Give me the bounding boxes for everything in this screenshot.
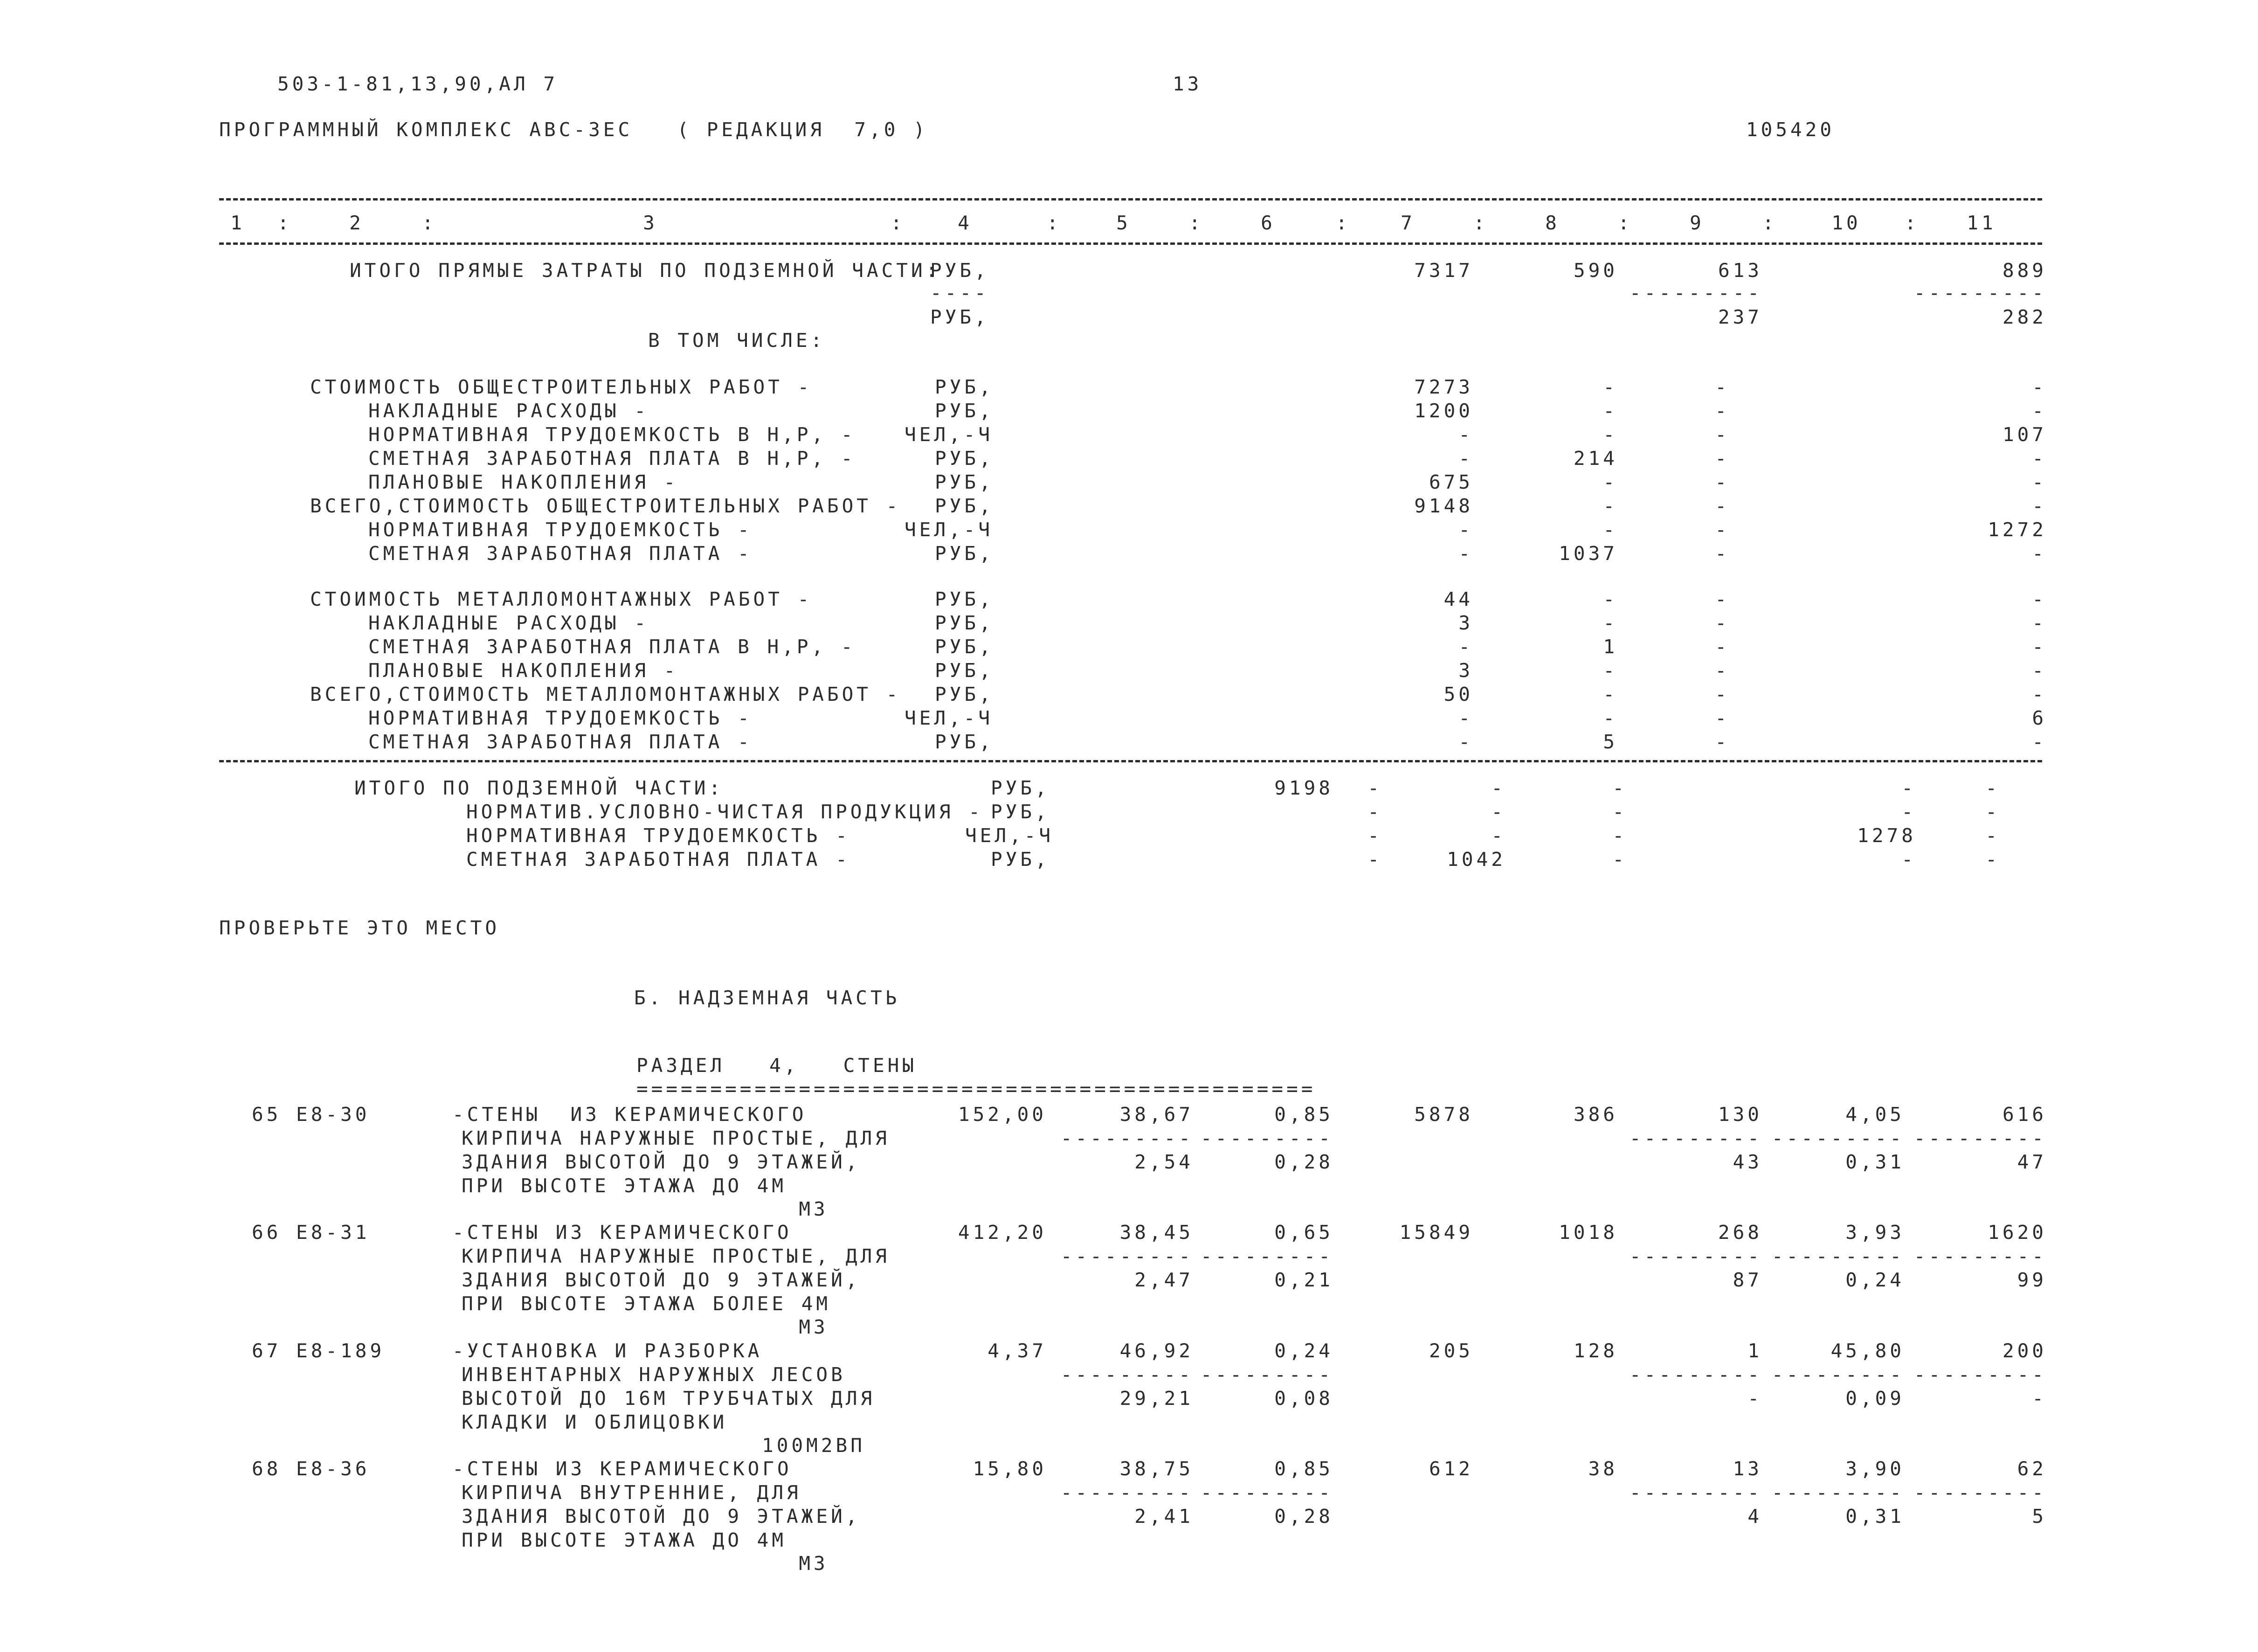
item-c9b: - (1747, 1387, 1762, 1410)
metal_rows-c11: - (2032, 588, 2047, 610)
item-c5b: 29,21 (1119, 1387, 1194, 1410)
column-header-7: 7 (1401, 212, 1416, 234)
item-rule: --------- (1629, 1127, 1762, 1149)
document-code: 503-1-81,13,90,АЛ 7 (277, 73, 558, 95)
metal_rows-c7: 44 (1443, 588, 1473, 610)
item-description: -СТЕНЫ ИЗ КЕРАМИЧЕСКОГО (452, 1103, 807, 1126)
general_rows-c7: 7273 (1414, 376, 1473, 398)
metal_rows-unit: РУБ, (935, 659, 994, 682)
item-c6: 0,24 (1274, 1340, 1333, 1362)
column-header-10: 10 (1831, 212, 1861, 234)
item-rule: --------- (1629, 1363, 1762, 1386)
metal_rows-label: СТОИМОСТЬ МЕТАЛЛОМОНТАЖНЫХ РАБОТ - (310, 588, 813, 610)
item-c6: 0,65 (1274, 1221, 1333, 1244)
item-rule: --------- (1771, 1363, 1905, 1386)
general_rows-c11: 1272 (1988, 518, 2047, 541)
itogo-under-row-value: - (1491, 824, 1506, 847)
itogo-under-row-value: 9198 (1274, 777, 1333, 799)
general_rows-unit: ЧЕЛ,-Ч (905, 423, 994, 446)
item-description: ПРИ ВЫСОТЕ ЭТАЖА БОЛЕЕ 4М (462, 1293, 831, 1315)
general_rows-c9: - (1715, 471, 1730, 493)
general_rows-c11: - (2032, 376, 2047, 398)
itogo-under-row-value: 1278 (1857, 824, 1916, 847)
column-header-9: 9 (1690, 212, 1705, 234)
general_rows-c9: - (1715, 518, 1730, 541)
metal_rows-unit: РУБ, (935, 588, 994, 610)
item-c10: 4,05 (1845, 1103, 1905, 1126)
razdel-rule: ============================================== (636, 1078, 1316, 1100)
metal_rows-c11: - (2032, 612, 2047, 634)
metal_rows-c8: - (1603, 707, 1618, 729)
itogo-under-row-label: НОРМАТИВНАЯ ТРУДОЕМКОСТЬ - (466, 824, 850, 847)
item-rule: --------- (1913, 1127, 2047, 1149)
item-rule: --------- (1200, 1127, 1333, 1149)
item-c9b: 43 (1733, 1151, 1762, 1173)
metal_rows-c9: - (1715, 588, 1730, 610)
itogo-direct-c11b: 282 (2002, 306, 2047, 328)
item-rule: --------- (1200, 1363, 1333, 1386)
itogo-under-row-value: - (1491, 801, 1506, 823)
section-title: Б. НАДЗЕМНАЯ ЧАСТЬ (634, 987, 900, 1009)
program-title: ПРОГРАММНЫЙ КОМПЛЕКС АВС-ЗЕС ( РЕДАКЦИЯ 7,0 ) (219, 118, 928, 141)
item-description: КИРПИЧА НАРУЖНЫЕ ПРОСТЫЕ, ДЛЯ (462, 1245, 890, 1267)
item-c10: 45,80 (1830, 1340, 1905, 1362)
general_rows-unit: РУБ, (935, 495, 994, 517)
item-description: ПРИ ВЫСОТЕ ЭТАЖА ДО 4М (462, 1529, 787, 1551)
itogo-under-row-unit: ЧЕЛ,-Ч (965, 824, 1054, 847)
general_rows-c9: - (1715, 376, 1730, 398)
item-qty: 15,80 (973, 1458, 1047, 1480)
column-header-4: 4 (958, 212, 973, 234)
metal_rows-c9: - (1715, 612, 1730, 634)
item-c5: 46,92 (1119, 1340, 1194, 1362)
item-rule: --------- (1913, 1245, 2047, 1267)
general_rows-label: ПЛАНОВЫЕ НАКОПЛЕНИЯ - (368, 471, 679, 493)
column-divider: : (422, 212, 437, 234)
itogo-direct-c8: 590 (1573, 259, 1618, 282)
item-number: 68 Е8-36 (252, 1458, 370, 1480)
item-c9b: 87 (1733, 1269, 1762, 1291)
metal_rows-unit: РУБ, (935, 636, 994, 658)
metal_rows-c9: - (1715, 636, 1730, 658)
metal_rows-unit: РУБ, (935, 612, 994, 634)
metal_rows-c7: - (1458, 707, 1473, 729)
item-c10: 3,90 (1845, 1458, 1905, 1480)
item-rule: --------- (1771, 1245, 1905, 1267)
itogo-direct-rule9: --------- (1629, 282, 1762, 304)
itogo-under-label: ИТОГО ПО ПОДЗЕМНОЙ ЧАСТИ: (354, 777, 724, 799)
item-rule: --------- (1060, 1245, 1194, 1267)
item-description: ЗДАНИЯ ВЫСОТОЙ ДО 9 ЭТАЖЕЙ, (462, 1151, 861, 1173)
general_rows-label: СТОИМОСТЬ ОБЩЕСТРОИТЕЛЬНЫХ РАБОТ - (310, 376, 813, 398)
general_rows-unit: РУБ, (935, 542, 994, 565)
item-rule: --------- (1060, 1127, 1194, 1149)
general_rows-label: НОРМАТИВНАЯ ТРУДОЕМКОСТЬ - (368, 518, 753, 541)
item-c9: 1 (1747, 1340, 1762, 1362)
item-qty: 152,00 (958, 1103, 1047, 1126)
metal_rows-c7: - (1458, 636, 1473, 658)
itogo-direct-dash: ---- (930, 282, 989, 304)
metal_rows-c9: - (1715, 707, 1730, 729)
item-c10b: 0,31 (1845, 1151, 1905, 1173)
itogo-under-row-unit: РУБ, (991, 801, 1050, 823)
column-divider: : (277, 212, 292, 234)
itogo-under-row-value: - (1612, 848, 1627, 871)
metal_rows-label: СМЕТНАЯ ЗАРАБОТНАЯ ПЛАТА В Н,Р, - (368, 636, 856, 658)
general_rows-c7: - (1458, 423, 1473, 446)
item-c9: 268 (1718, 1221, 1762, 1244)
itogo-direct-unit2: РУБ, (930, 306, 989, 328)
item-c11: 1620 (1988, 1221, 2047, 1244)
general_rows-unit: РУБ, (935, 447, 994, 470)
item-c9: 13 (1733, 1458, 1762, 1480)
metal_rows-c7: - (1458, 731, 1473, 753)
itogo-under-row-value: - (1901, 777, 1916, 799)
item-c7: 612 (1429, 1458, 1473, 1480)
general_rows-c9: - (1715, 447, 1730, 470)
item-c11b: 99 (2017, 1269, 2047, 1291)
item-unit: М3 (799, 1316, 829, 1338)
general_rows-c7: - (1458, 447, 1473, 470)
item-c8: 1018 (1559, 1221, 1618, 1244)
metal_rows-c8: - (1603, 659, 1618, 682)
itogo-under-row-unit: РУБ, (991, 848, 1050, 871)
itogo-under-row-value: - (1901, 848, 1916, 871)
general_rows-c7: 9148 (1414, 495, 1473, 517)
item-rule: --------- (1060, 1481, 1194, 1504)
item-c11b: 47 (2017, 1151, 2047, 1173)
itogo-direct-c9b: 237 (1718, 306, 1762, 328)
column-divider: : (1618, 212, 1633, 234)
metal_rows-c8: - (1603, 588, 1618, 610)
item-c7: 15849 (1399, 1221, 1473, 1244)
metal_rows-c9: - (1715, 683, 1730, 705)
itogo-direct-c7: 7317 (1414, 259, 1473, 282)
column-divider: : (1762, 212, 1777, 234)
general_rows-c9: - (1715, 400, 1730, 422)
item-c6b: 0,21 (1274, 1269, 1333, 1291)
metal_rows-label: НАКЛАДНЫЕ РАСХОДЫ - (368, 612, 649, 634)
warning-text: ПРОВЕРЬТЕ ЭТО МЕСТО (219, 917, 500, 939)
itogo-direct-rule11: --------- (1913, 282, 2047, 304)
item-c11: 200 (2002, 1340, 2047, 1362)
general_rows-c7: - (1458, 542, 1473, 565)
item-rule: --------- (1200, 1481, 1333, 1504)
item-c9: 130 (1718, 1103, 1762, 1126)
column-header-6: 6 (1261, 212, 1276, 234)
item-description: КЛАДКИ И ОБЛИЦОВКИ (462, 1411, 728, 1433)
item-c6: 0,85 (1274, 1103, 1333, 1126)
item-rule: --------- (1200, 1245, 1333, 1267)
metal_rows-label: ПЛАНОВЫЕ НАКОПЛЕНИЯ - (368, 659, 679, 682)
itogo-under-row-value: - (1367, 848, 1382, 871)
general_rows-c8: - (1603, 518, 1618, 541)
item-description: -СТЕНЫ ИЗ КЕРАМИЧЕСКОГО (452, 1221, 792, 1244)
general_rows-c9: - (1715, 423, 1730, 446)
item-number: 65 Е8-30 (252, 1103, 370, 1126)
metal_rows-c9: - (1715, 731, 1730, 753)
metal_rows-c11: 6 (2032, 707, 2047, 729)
item-rule: --------- (1913, 1481, 2047, 1504)
item-description: КИРПИЧА НАРУЖНЫЕ ПРОСТЫЕ, ДЛЯ (462, 1127, 890, 1149)
page-number: 13 (1173, 73, 1202, 95)
general_rows-c7: 1200 (1414, 400, 1473, 422)
metal_rows-c11: - (2032, 731, 2047, 753)
item-c8: 38 (1588, 1458, 1618, 1480)
metal_rows-c7: 50 (1443, 683, 1473, 705)
general_rows-unit: РУБ, (935, 400, 994, 422)
column-divider: : (1473, 212, 1488, 234)
item-c10b: 0,31 (1845, 1505, 1905, 1528)
item-unit: 100М2ВП (762, 1434, 865, 1457)
general_rows-c7: - (1458, 518, 1473, 541)
itogo-under-rule (219, 760, 2042, 762)
metal_rows-c8: 1 (1603, 636, 1618, 658)
metal_rows-unit: РУБ, (935, 683, 994, 705)
general_rows-unit: РУБ, (935, 471, 994, 493)
general_rows-label: СМЕТНАЯ ЗАРАБОТНАЯ ПЛАТА - (368, 542, 753, 565)
column-header-8: 8 (1545, 212, 1560, 234)
metal_rows-c8: - (1603, 612, 1618, 634)
item-number: 66 Е8-31 (252, 1221, 370, 1244)
column-divider: : (1189, 212, 1204, 234)
item-c8: 128 (1573, 1340, 1618, 1362)
itogo-under-row-value: - (1612, 801, 1627, 823)
general_rows-c11: - (2032, 542, 2047, 565)
general_rows-label: ВСЕГО,СТОИМОСТЬ ОБЩЕСТРОИТЕЛЬНЫХ РАБОТ - (310, 495, 901, 517)
general_rows-label: НАКЛАДНЫЕ РАСХОДЫ - (368, 400, 649, 422)
itogo-under-row-value: - (1612, 777, 1627, 799)
general_rows-c8: - (1603, 471, 1618, 493)
metal_rows-c8: 5 (1603, 731, 1618, 753)
item-c7: 205 (1429, 1340, 1473, 1362)
general_rows-c8: 1037 (1559, 542, 1618, 565)
general_rows-c11: - (2032, 495, 2047, 517)
item-c6: 0,85 (1274, 1458, 1333, 1480)
itogo-under-row-value: - (1367, 801, 1382, 823)
item-rule: --------- (1771, 1127, 1905, 1149)
razdel-title: РАЗДЕЛ 4, СТЕНЫ (636, 1054, 917, 1077)
item-qty: 412,20 (958, 1221, 1047, 1244)
metal_rows-c11: - (2032, 636, 2047, 658)
item-description: ВЫСОТОЙ ДО 16М ТРУБЧАТЫХ ДЛЯ (462, 1387, 876, 1410)
item-c5b: 2,41 (1134, 1505, 1194, 1528)
item-c10b: 0,09 (1845, 1387, 1905, 1410)
metal_rows-c7: 3 (1458, 612, 1473, 634)
item-c11: 62 (2017, 1458, 2047, 1480)
itogo-under-row-value: - (1985, 801, 2000, 823)
general_rows-c11: 107 (2002, 423, 2047, 446)
general_rows-c8: - (1603, 376, 1618, 398)
itogo-under-row-unit: РУБ, (991, 777, 1050, 799)
column-divider: : (1336, 212, 1351, 234)
general_rows-label: НОРМАТИВНАЯ ТРУДОЕМКОСТЬ В Н,Р, - (368, 423, 856, 446)
itogo-under-row-value: - (1367, 777, 1382, 799)
document-number: 105420 (1746, 118, 1835, 141)
item-description: ЗДАНИЯ ВЫСОТОЙ ДО 9 ЭТАЖЕЙ, (462, 1269, 861, 1291)
metal_rows-label: СМЕТНАЯ ЗАРАБОТНАЯ ПЛАТА - (368, 731, 753, 753)
item-c5: 38,67 (1119, 1103, 1194, 1126)
top-rule-1 (219, 198, 2042, 200)
itogo-under-row-value: - (1985, 777, 2000, 799)
item-rule: --------- (1060, 1363, 1194, 1386)
item-rule: --------- (1771, 1481, 1905, 1504)
item-c11b: - (2032, 1387, 2047, 1410)
itogo-under-row-value: 1042 (1447, 848, 1506, 871)
general_rows-unit: ЧЕЛ,-Ч (905, 518, 994, 541)
item-description: ЗДАНИЯ ВЫСОТОЙ ДО 9 ЭТАЖЕЙ, (462, 1505, 861, 1528)
v-tom-chisle: В ТОМ ЧИСЛЕ: (648, 329, 826, 352)
top-rule-2 (219, 242, 2042, 245)
item-description: ПРИ ВЫСОТЕ ЭТАЖА ДО 4М (462, 1175, 787, 1197)
item-description: ИНВЕНТАРНЫХ НАРУЖНЫХ ЛЕСОВ (462, 1363, 846, 1386)
column-header-2: 2 (349, 212, 364, 234)
general_rows-c8: - (1603, 423, 1618, 446)
general_rows-c11: - (2032, 400, 2047, 422)
item-c11b: 5 (2032, 1505, 2047, 1528)
metal_rows-label: НОРМАТИВНАЯ ТРУДОЕМКОСТЬ - (368, 707, 753, 729)
general_rows-c8: - (1603, 400, 1618, 422)
item-c6b: 0,28 (1274, 1151, 1333, 1173)
metal_rows-c7: 3 (1458, 659, 1473, 682)
item-number: 67 Е8-189 (252, 1340, 385, 1362)
metal_rows-c11: - (2032, 683, 2047, 705)
itogo-under-row-value: - (1901, 801, 1916, 823)
item-rule: --------- (1629, 1245, 1762, 1267)
metal_rows-label: ВСЕГО,СТОИМОСТЬ МЕТАЛЛОМОНТАЖНЫХ РАБОТ - (310, 683, 901, 705)
item-qty: 4,37 (987, 1340, 1047, 1362)
metal_rows-unit: РУБ, (935, 731, 994, 753)
itogo-direct-c9: 613 (1718, 259, 1762, 282)
item-c10: 3,93 (1845, 1221, 1905, 1244)
column-header-1: 1 (230, 212, 245, 234)
general_rows-c7: 675 (1429, 471, 1473, 493)
item-c5b: 2,47 (1134, 1269, 1194, 1291)
general_rows-c9: - (1715, 495, 1730, 517)
item-c6b: 0,28 (1274, 1505, 1333, 1528)
metal_rows-c9: - (1715, 659, 1730, 682)
general_rows-c11: - (2032, 447, 2047, 470)
item-c5: 38,45 (1119, 1221, 1194, 1244)
item-c5b: 2,54 (1134, 1151, 1194, 1173)
item-c5: 38,75 (1119, 1458, 1194, 1480)
column-header-11: 11 (1967, 212, 1996, 234)
column-header-3: 3 (643, 212, 658, 234)
itogo-under-row-label: СМЕТНАЯ ЗАРАБОТНАЯ ПЛАТА - (466, 848, 850, 871)
item-rule: --------- (1913, 1363, 2047, 1386)
itogo-under-row-value: - (1367, 824, 1382, 847)
item-rule: --------- (1629, 1481, 1762, 1504)
column-divider: : (891, 212, 905, 234)
itogo-under-row-value: - (1985, 824, 2000, 847)
itogo-under-row-value: - (1985, 848, 2000, 871)
item-c9b: 4 (1747, 1505, 1762, 1528)
itogo-direct-unit: РУБ, (930, 259, 989, 282)
item-c6b: 0,08 (1274, 1387, 1333, 1410)
itogo-under-row-value: - (1491, 777, 1506, 799)
column-divider: : (1905, 212, 1920, 234)
itogo-under-row-value: - (1612, 824, 1627, 847)
item-unit: М3 (799, 1198, 829, 1220)
general_rows-c8: - (1603, 495, 1618, 517)
general_rows-unit: РУБ, (935, 376, 994, 398)
column-divider: : (1047, 212, 1062, 234)
item-description: -УСТАНОВКА И РАЗБОРКА (452, 1340, 763, 1362)
general_rows-c9: - (1715, 542, 1730, 565)
column-header-5: 5 (1116, 212, 1131, 234)
item-c10b: 0,24 (1845, 1269, 1905, 1291)
itogo-direct-label: ИТОГО ПРЯМЫЕ ЗАТРАТЫ ПО ПОДЗЕМНОЙ ЧАСТИ: (350, 259, 941, 282)
item-description: КИРПИЧА ВНУТРЕННИЕ, ДЛЯ (462, 1481, 801, 1504)
metal_rows-c8: - (1603, 683, 1618, 705)
metal_rows-c11: - (2032, 659, 2047, 682)
item-c11: 616 (2002, 1103, 2047, 1126)
itogo-direct-c11: 889 (2002, 259, 2047, 282)
item-c7: 5878 (1414, 1103, 1473, 1126)
general_rows-c11: - (2032, 471, 2047, 493)
metal_rows-unit: ЧЕЛ,-Ч (905, 707, 994, 729)
itogo-under-row-label: НОРМАТИВ.УСЛОВНО-ЧИСТАЯ ПРОДУКЦИЯ - (466, 801, 983, 823)
item-unit: М3 (799, 1552, 829, 1575)
general_rows-label: СМЕТНАЯ ЗАРАБОТНАЯ ПЛАТА В Н,Р, - (368, 447, 856, 470)
general_rows-c8: 214 (1573, 447, 1618, 470)
item-description: -СТЕНЫ ИЗ КЕРАМИЧЕСКОГО (452, 1458, 792, 1480)
item-c8: 386 (1573, 1103, 1618, 1126)
